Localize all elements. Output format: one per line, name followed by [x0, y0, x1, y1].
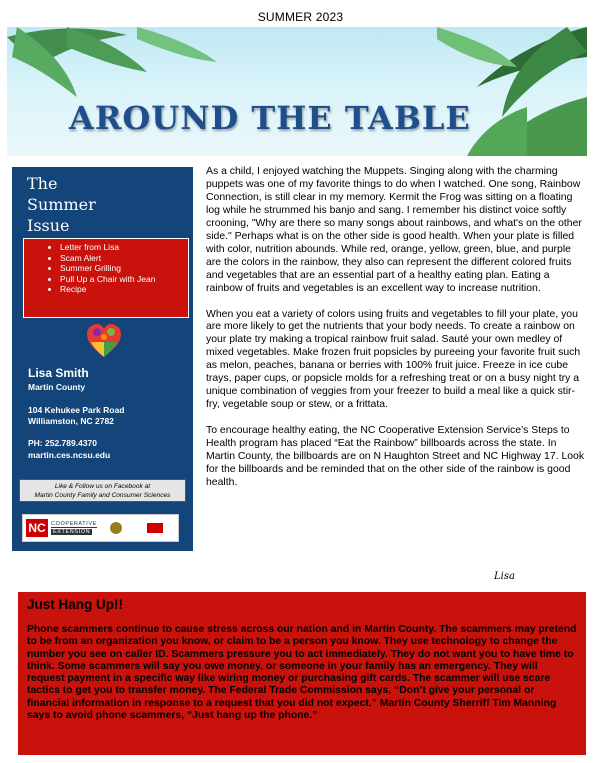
heart-produce-icon	[85, 322, 123, 360]
nc-logo-line: EXTENSION	[53, 529, 91, 535]
issue-heading-line: The	[27, 174, 58, 193]
article-letter	[206, 166, 585, 503]
contact-name: Lisa Smith	[28, 366, 89, 380]
contact-phone: PH: 252.789.4370	[28, 438, 97, 448]
contact-county: Martin County	[28, 382, 86, 392]
article-paragraph: When you eat a variety of colors using fruits and vegetables to fill your plate, you are more likely to get the nutrients that your body needs. To create a rainbow on your plate try making a tropical rainbow fruit salad. Sauté your own medley of mixed vegetables. Make frozen fruit popsicles by pureeing your favorite fruit such as melon, peaches, banana or berries with 100% fruit juice. Freeze in ice cube trays, paper cups, or popsicle molds for a refreshing treat or on a busy night try a unique combination of veggies from your freezer to build a meal like a quick stir-fry, vegetable soup or stew, or a frittata.	[206, 308, 581, 411]
topic-item: • Scam Alert	[60, 253, 188, 264]
issue-heading-line: Summer	[27, 195, 96, 214]
season-label: SUMMER 2023	[257, 10, 344, 24]
contact-street: 104 Kehukee Park Road	[28, 405, 125, 415]
facebook-note	[19, 479, 186, 502]
contact-city: Williamston, NC 2782	[28, 416, 114, 426]
facebook-note-line: Martin County Family and Consumer Sciences	[34, 492, 171, 499]
masthead-banner	[7, 27, 587, 156]
topic-item: • Summer Grilling	[60, 263, 188, 274]
topic-item: • Letter from Lisa	[60, 242, 188, 253]
contact-website-link[interactable]: martin.ces.ncsu.edu	[28, 450, 111, 460]
masthead-title: AROUND THE TABLE	[69, 99, 471, 137]
alert-body: Phone scammers continue to cause stress across our nation and in Martin County. The scammers may pretend to be from an organization you know, or claim to be a person you know. They use technology to change the number you see on caller ID. Scammers pressure you to act immediately. They do not want you to have time to think. Some scammers will say you owe money, or someone in your family has an emergency. They will request payment in a specific way like wiring money or purchasing gift cards. The scammer will use scare tactics to get you to transfer money. The Federal Trade Commission says, “Don’t give your personal or financial information in response to a request that you did not expect.” Martin County Sherriff Tim Manning says to avoid phone scammers, “Just hang up the phone.”	[27, 624, 577, 722]
nc-logo-mark: NC	[26, 519, 48, 537]
seal-icon	[110, 522, 122, 534]
nc-logo-line: COOPERATIVE	[51, 521, 97, 527]
topics-box	[23, 238, 189, 318]
topic-item: • Pull Up a Chair with Jean	[60, 274, 188, 285]
scam-alert-box	[18, 592, 586, 755]
signature: Lisa	[494, 571, 515, 582]
issue-heading-line: Issue	[27, 216, 70, 235]
sidebar	[12, 167, 193, 551]
issue-heading	[27, 173, 96, 236]
partner-logo-icon	[147, 523, 163, 533]
article-paragraph: To encourage healthy eating, the NC Cooperative Extension Service’s Steps to Health program has placed “Eat the Rainbow” billboards across the state. In Martin County, the billboards are on N Haughton Street and NC Highway 17. Look for the billboards and be reminded that on the other side of the rainbow is good health.	[206, 425, 585, 488]
article-paragraph: As a child, I enjoyed watching the Muppets. Singing along with the charming puppets was one of my favorite things to do when I watched. One song, Rainbow Connection, is still clear in my memory. Kermit the Frog was sitting on a floating log while he strummed his banjo and sang. I remember his distinct voice softly crooning, "Why are there so many songs about rainbows, and what's on the other side." Perhaps what is on the other side is good health. When your plate is filled with color, nutrition abounds. While red, orange, yellow, green, blue, and purple are the colors in the rainbow, they also can represent the different colored fruits and vegetables that are an essential part of a healthy eating plan. Eating a rainbow of fruits and vegetables is an excellent way to increase nutrition.	[206, 166, 582, 294]
alert-title: Just Hang Up!!	[27, 597, 123, 612]
topic-item: • Recipe	[60, 284, 188, 295]
facebook-note-line: Like & Follow us on Facebook at	[54, 483, 151, 490]
topics-list	[24, 239, 188, 295]
nc-extension-logo	[22, 514, 179, 542]
